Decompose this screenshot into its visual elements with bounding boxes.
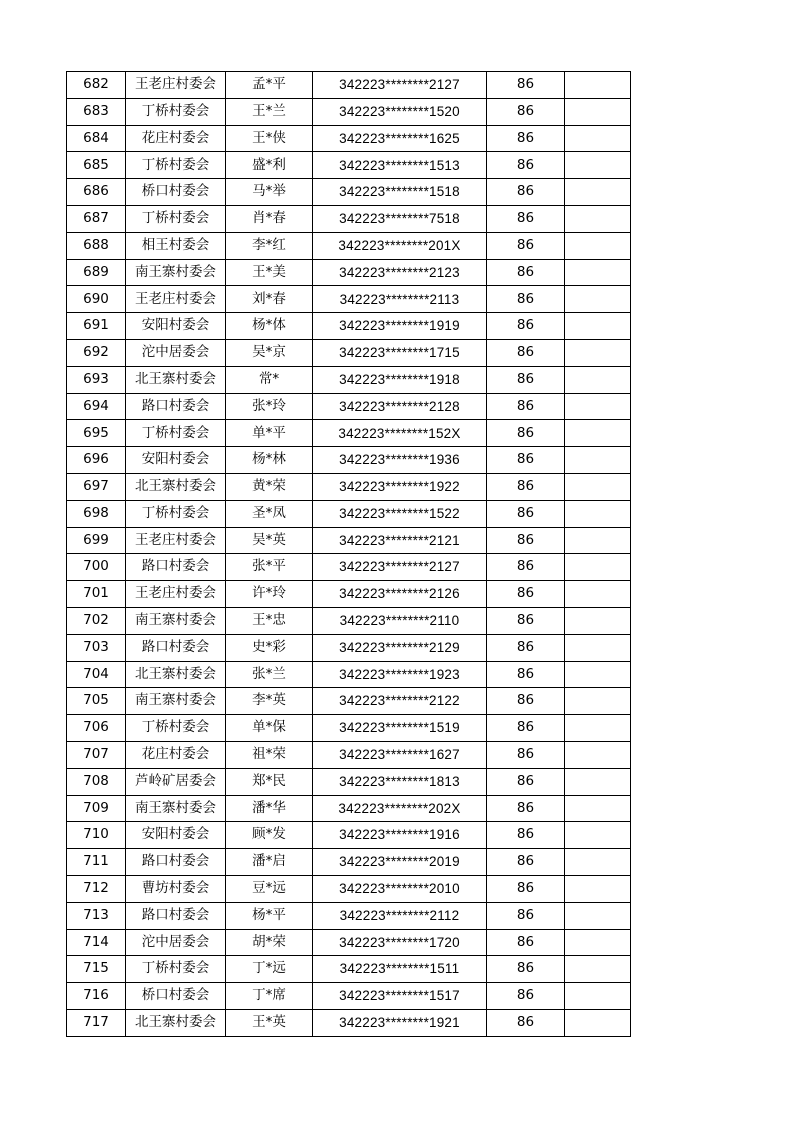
row-number-cell: 716 (67, 983, 126, 1010)
id-number-cell: 342223********1715 (313, 339, 487, 366)
row-number-cell: 715 (67, 956, 126, 983)
village-committee-cell: 路口村委会 (126, 393, 226, 420)
id-number-cell: 342223********1518 (313, 179, 487, 206)
row-number-cell: 713 (67, 902, 126, 929)
row-number-cell: 687 (67, 205, 126, 232)
row-number-cell: 695 (67, 420, 126, 447)
village-committee-cell: 相王村委会 (126, 232, 226, 259)
remark-cell (565, 554, 631, 581)
score-cell: 86 (487, 634, 565, 661)
person-name-cell: 豆*远 (226, 875, 313, 902)
row-number-cell: 714 (67, 929, 126, 956)
score-cell: 86 (487, 205, 565, 232)
person-name-cell: 杨*平 (226, 902, 313, 929)
remark-cell (565, 232, 631, 259)
remark-cell (565, 902, 631, 929)
remark-cell (565, 581, 631, 608)
score-cell: 86 (487, 232, 565, 259)
remark-cell (565, 339, 631, 366)
row-number-cell: 702 (67, 607, 126, 634)
table-row (67, 741, 631, 768)
village-committee-cell: 路口村委会 (126, 849, 226, 876)
person-name-cell: 马*举 (226, 179, 313, 206)
row-number-cell: 691 (67, 313, 126, 340)
table-row (67, 366, 631, 393)
id-number-cell: 342223********1918 (313, 366, 487, 393)
row-number-cell: 707 (67, 741, 126, 768)
person-name-cell: 肖*春 (226, 205, 313, 232)
village-committee-cell: 路口村委会 (126, 554, 226, 581)
village-committee-cell: 北王寨村委会 (126, 661, 226, 688)
table-row (67, 715, 631, 742)
village-committee-cell: 王老庄村委会 (126, 72, 226, 99)
village-committee-cell: 丁桥村委会 (126, 715, 226, 742)
score-cell: 86 (487, 581, 565, 608)
id-number-cell: 342223********2126 (313, 581, 487, 608)
id-number-cell: 342223********1520 (313, 98, 487, 125)
remark-cell (565, 152, 631, 179)
remark-cell (565, 500, 631, 527)
row-number-cell: 698 (67, 500, 126, 527)
id-number-cell: 342223********1522 (313, 500, 487, 527)
score-cell: 86 (487, 741, 565, 768)
score-cell: 86 (487, 822, 565, 849)
remark-cell (565, 366, 631, 393)
score-cell: 86 (487, 795, 565, 822)
id-number-cell: 342223********1936 (313, 447, 487, 474)
id-number-cell: 342223********202X (313, 795, 487, 822)
id-number-cell: 342223********152X (313, 420, 487, 447)
village-committee-cell: 安阳村委会 (126, 822, 226, 849)
table-row (67, 420, 631, 447)
village-committee-cell: 花庄村委会 (126, 741, 226, 768)
remark-cell (565, 688, 631, 715)
remark-cell (565, 795, 631, 822)
score-cell: 86 (487, 125, 565, 152)
village-committee-cell: 曹坊村委会 (126, 875, 226, 902)
id-number-cell: 342223********1922 (313, 473, 487, 500)
person-name-cell: 许*玲 (226, 581, 313, 608)
table-row (67, 822, 631, 849)
row-number-cell: 683 (67, 98, 126, 125)
remark-cell (565, 205, 631, 232)
id-number-cell: 342223********1919 (313, 313, 487, 340)
id-number-cell: 342223********2127 (313, 554, 487, 581)
row-number-cell: 705 (67, 688, 126, 715)
village-committee-cell: 丁桥村委会 (126, 205, 226, 232)
id-number-cell: 342223********1625 (313, 125, 487, 152)
score-cell: 86 (487, 956, 565, 983)
table-row (67, 313, 631, 340)
table-row (67, 98, 631, 125)
row-number-cell: 711 (67, 849, 126, 876)
row-number-cell: 693 (67, 366, 126, 393)
table-row (67, 554, 631, 581)
village-committee-cell: 南王寨村委会 (126, 795, 226, 822)
table-row (67, 688, 631, 715)
score-cell: 86 (487, 473, 565, 500)
person-name-cell: 王*美 (226, 259, 313, 286)
table-row (67, 902, 631, 929)
person-name-cell: 常* (226, 366, 313, 393)
row-number-cell: 710 (67, 822, 126, 849)
score-cell: 86 (487, 313, 565, 340)
village-committee-cell: 王老庄村委会 (126, 527, 226, 554)
table-row (67, 581, 631, 608)
village-committee-cell: 桥口村委会 (126, 179, 226, 206)
person-name-cell: 潘*启 (226, 849, 313, 876)
roster-table (66, 71, 631, 1037)
row-number-cell: 682 (67, 72, 126, 99)
person-name-cell: 郑*民 (226, 768, 313, 795)
id-number-cell: 342223********1923 (313, 661, 487, 688)
row-number-cell: 690 (67, 286, 126, 313)
id-number-cell: 342223********2123 (313, 259, 487, 286)
remark-cell (565, 98, 631, 125)
row-number-cell: 708 (67, 768, 126, 795)
village-committee-cell: 沱中居委会 (126, 929, 226, 956)
row-number-cell: 688 (67, 232, 126, 259)
score-cell: 86 (487, 1009, 565, 1036)
score-cell: 86 (487, 849, 565, 876)
score-cell: 86 (487, 661, 565, 688)
id-number-cell: 342223********1720 (313, 929, 487, 956)
table-row (67, 205, 631, 232)
table-row (67, 473, 631, 500)
remark-cell (565, 822, 631, 849)
remark-cell (565, 313, 631, 340)
row-number-cell: 709 (67, 795, 126, 822)
score-cell: 86 (487, 983, 565, 1010)
score-cell: 86 (487, 393, 565, 420)
id-number-cell: 342223********7518 (313, 205, 487, 232)
village-committee-cell: 北王寨村委会 (126, 366, 226, 393)
score-cell: 86 (487, 98, 565, 125)
score-cell: 86 (487, 286, 565, 313)
table-row (67, 393, 631, 420)
village-committee-cell: 丁桥村委会 (126, 152, 226, 179)
id-number-cell: 342223********2128 (313, 393, 487, 420)
remark-cell (565, 259, 631, 286)
remark-cell (565, 983, 631, 1010)
village-committee-cell: 北王寨村委会 (126, 1009, 226, 1036)
id-number-cell: 342223********1511 (313, 956, 487, 983)
id-number-cell: 342223********1519 (313, 715, 487, 742)
score-cell: 86 (487, 366, 565, 393)
village-committee-cell: 路口村委会 (126, 902, 226, 929)
id-number-cell: 342223********1517 (313, 983, 487, 1010)
village-committee-cell: 安阳村委会 (126, 447, 226, 474)
id-number-cell: 342223********2010 (313, 875, 487, 902)
table-row (67, 634, 631, 661)
row-number-cell: 685 (67, 152, 126, 179)
person-name-cell: 潘*华 (226, 795, 313, 822)
score-cell: 86 (487, 179, 565, 206)
remark-cell (565, 768, 631, 795)
person-name-cell: 张*兰 (226, 661, 313, 688)
village-committee-cell: 王老庄村委会 (126, 581, 226, 608)
row-number-cell: 712 (67, 875, 126, 902)
village-committee-cell: 南王寨村委会 (126, 259, 226, 286)
table-row (67, 768, 631, 795)
row-number-cell: 692 (67, 339, 126, 366)
score-cell: 86 (487, 339, 565, 366)
score-cell: 86 (487, 688, 565, 715)
village-committee-cell: 花庄村委会 (126, 125, 226, 152)
score-cell: 86 (487, 715, 565, 742)
village-committee-cell: 南王寨村委会 (126, 688, 226, 715)
id-number-cell: 342223********2129 (313, 634, 487, 661)
table-row (67, 232, 631, 259)
village-committee-cell: 王老庄村委会 (126, 286, 226, 313)
table-row (67, 983, 631, 1010)
table-row (67, 152, 631, 179)
id-number-cell: 342223********1916 (313, 822, 487, 849)
person-name-cell: 吴*英 (226, 527, 313, 554)
row-number-cell: 703 (67, 634, 126, 661)
table-row (67, 929, 631, 956)
person-name-cell: 丁*席 (226, 983, 313, 1010)
row-number-cell: 704 (67, 661, 126, 688)
village-committee-cell: 丁桥村委会 (126, 420, 226, 447)
score-cell: 86 (487, 259, 565, 286)
person-name-cell: 王*侠 (226, 125, 313, 152)
table-row (67, 500, 631, 527)
person-name-cell: 单*平 (226, 420, 313, 447)
person-name-cell: 王*忠 (226, 607, 313, 634)
table-row (67, 447, 631, 474)
table-row (67, 849, 631, 876)
village-committee-cell: 安阳村委会 (126, 313, 226, 340)
score-cell: 86 (487, 875, 565, 902)
remark-cell (565, 179, 631, 206)
person-name-cell: 张*平 (226, 554, 313, 581)
remark-cell (565, 956, 631, 983)
village-committee-cell: 桥口村委会 (126, 983, 226, 1010)
id-number-cell: 342223********2110 (313, 607, 487, 634)
row-number-cell: 697 (67, 473, 126, 500)
id-number-cell: 342223********2127 (313, 72, 487, 99)
row-number-cell: 696 (67, 447, 126, 474)
remark-cell (565, 741, 631, 768)
table-row (67, 125, 631, 152)
remark-cell (565, 1009, 631, 1036)
village-committee-cell: 沱中居委会 (126, 339, 226, 366)
person-name-cell: 王*兰 (226, 98, 313, 125)
row-number-cell: 701 (67, 581, 126, 608)
row-number-cell: 706 (67, 715, 126, 742)
score-cell: 86 (487, 902, 565, 929)
remark-cell (565, 473, 631, 500)
remark-cell (565, 715, 631, 742)
person-name-cell: 刘*春 (226, 286, 313, 313)
row-number-cell: 700 (67, 554, 126, 581)
table-row (67, 339, 631, 366)
id-number-cell: 342223********2112 (313, 902, 487, 929)
score-cell: 86 (487, 607, 565, 634)
id-number-cell: 342223********2122 (313, 688, 487, 715)
person-name-cell: 盛*利 (226, 152, 313, 179)
person-name-cell: 胡*荣 (226, 929, 313, 956)
remark-cell (565, 634, 631, 661)
table-row (67, 875, 631, 902)
person-name-cell: 杨*体 (226, 313, 313, 340)
row-number-cell: 689 (67, 259, 126, 286)
score-cell: 86 (487, 929, 565, 956)
remark-cell (565, 393, 631, 420)
row-number-cell: 686 (67, 179, 126, 206)
score-cell: 86 (487, 72, 565, 99)
person-name-cell: 黄*荣 (226, 473, 313, 500)
table-row (67, 72, 631, 99)
score-cell: 86 (487, 447, 565, 474)
person-name-cell: 李*英 (226, 688, 313, 715)
table-row (67, 527, 631, 554)
remark-cell (565, 849, 631, 876)
row-number-cell: 717 (67, 1009, 126, 1036)
remark-cell (565, 447, 631, 474)
score-cell: 86 (487, 527, 565, 554)
village-committee-cell: 南王寨村委会 (126, 607, 226, 634)
remark-cell (565, 420, 631, 447)
person-name-cell: 顾*发 (226, 822, 313, 849)
remark-cell (565, 661, 631, 688)
id-number-cell: 342223********1513 (313, 152, 487, 179)
score-cell: 86 (487, 152, 565, 179)
table-row (67, 956, 631, 983)
remark-cell (565, 125, 631, 152)
table-row (67, 179, 631, 206)
person-name-cell: 张*玲 (226, 393, 313, 420)
remark-cell (565, 286, 631, 313)
person-name-cell: 丁*远 (226, 956, 313, 983)
id-number-cell: 342223********201X (313, 232, 487, 259)
table-row (67, 259, 631, 286)
roster-table-body (67, 72, 631, 1037)
person-name-cell: 单*保 (226, 715, 313, 742)
person-name-cell: 祖*荣 (226, 741, 313, 768)
row-number-cell: 699 (67, 527, 126, 554)
row-number-cell: 694 (67, 393, 126, 420)
id-number-cell: 342223********2019 (313, 849, 487, 876)
village-committee-cell: 芦岭矿居委会 (126, 768, 226, 795)
score-cell: 86 (487, 500, 565, 527)
village-committee-cell: 路口村委会 (126, 634, 226, 661)
person-name-cell: 王*英 (226, 1009, 313, 1036)
remark-cell (565, 527, 631, 554)
score-cell: 86 (487, 420, 565, 447)
score-cell: 86 (487, 768, 565, 795)
person-name-cell: 史*彩 (226, 634, 313, 661)
person-name-cell: 圣*凤 (226, 500, 313, 527)
id-number-cell: 342223********1921 (313, 1009, 487, 1036)
remark-cell (565, 72, 631, 99)
id-number-cell: 342223********1627 (313, 741, 487, 768)
person-name-cell: 李*红 (226, 232, 313, 259)
remark-cell (565, 875, 631, 902)
table-row (67, 607, 631, 634)
id-number-cell: 342223********2121 (313, 527, 487, 554)
village-committee-cell: 丁桥村委会 (126, 500, 226, 527)
remark-cell (565, 607, 631, 634)
id-number-cell: 342223********1813 (313, 768, 487, 795)
table-row (67, 795, 631, 822)
person-name-cell: 孟*平 (226, 72, 313, 99)
village-committee-cell: 丁桥村委会 (126, 956, 226, 983)
village-committee-cell: 丁桥村委会 (126, 98, 226, 125)
person-name-cell: 杨*林 (226, 447, 313, 474)
village-committee-cell: 北王寨村委会 (126, 473, 226, 500)
row-number-cell: 684 (67, 125, 126, 152)
table-row (67, 661, 631, 688)
table-row (67, 286, 631, 313)
id-number-cell: 342223********2113 (313, 286, 487, 313)
score-cell: 86 (487, 554, 565, 581)
remark-cell (565, 929, 631, 956)
person-name-cell: 吴*京 (226, 339, 313, 366)
table-row (67, 1009, 631, 1036)
